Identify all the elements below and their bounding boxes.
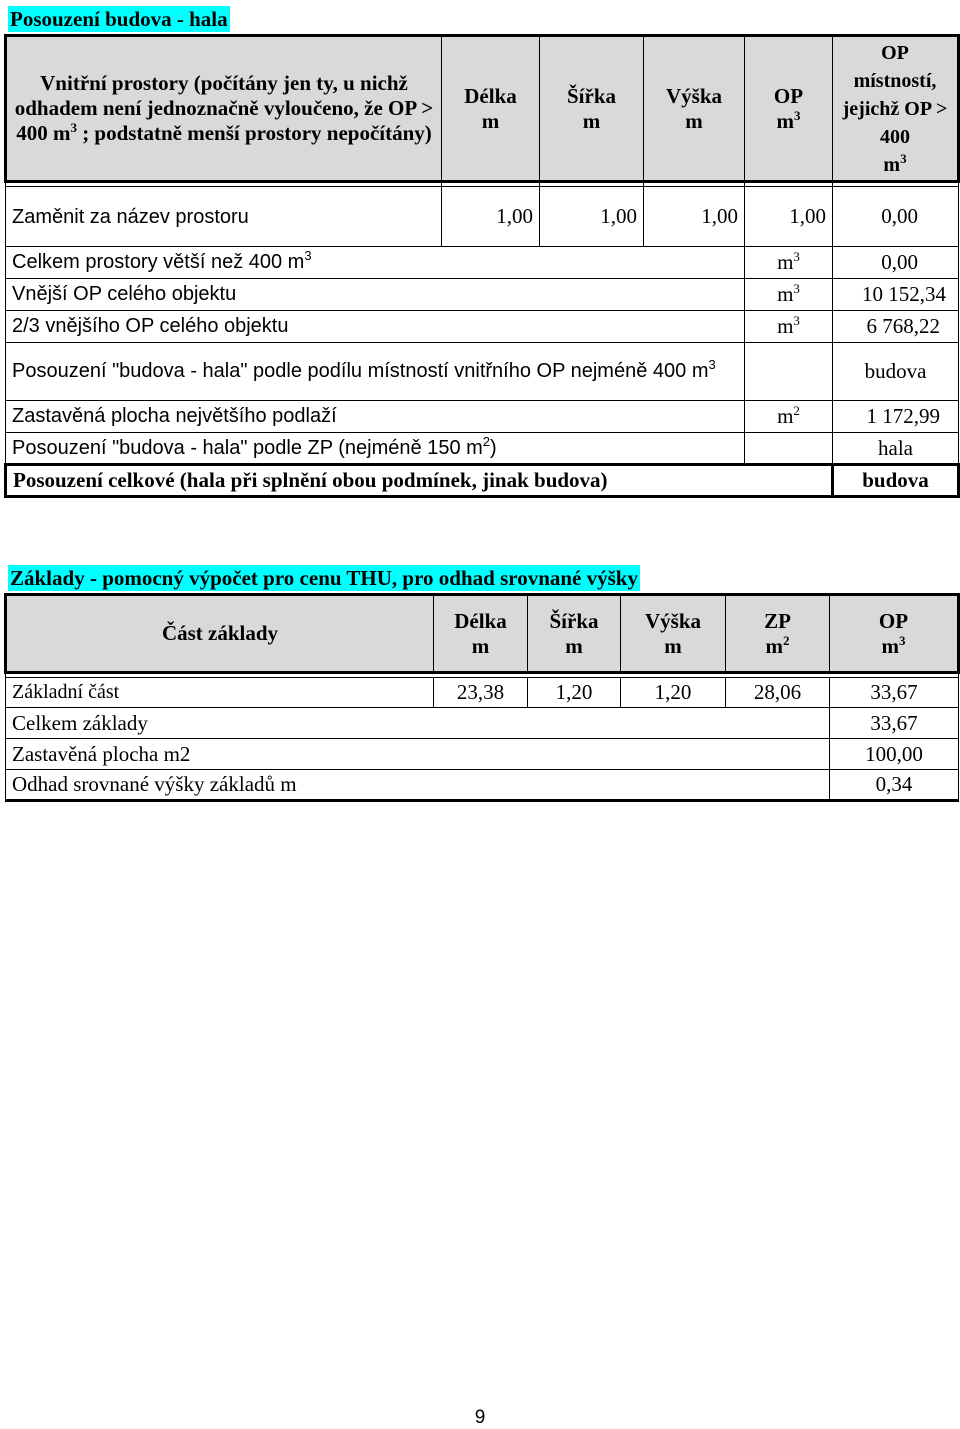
header2-volume-sup: 3 <box>899 632 906 648</box>
assessment-area-text: Posouzení "budova - hala" podle ZP (nejméně 150 m <box>12 436 483 459</box>
two-thirds-unit-text: m <box>777 314 794 338</box>
header2-length-unit: m <box>471 633 490 658</box>
outer-volume-label: Vnější OP celého objektu <box>6 279 745 311</box>
base-part-width: 1,20 <box>528 678 621 708</box>
table-row-two-thirds <box>6 311 959 343</box>
room-width: 1,00 <box>540 187 644 247</box>
table-row-total-foundations <box>6 708 959 739</box>
header-width-unit: m <box>582 108 601 133</box>
two-thirds-unit <box>745 311 833 343</box>
assessment-area-value: hala <box>833 433 959 465</box>
header2-volume-unit: m <box>881 633 899 658</box>
header-volume-sup: 3 <box>794 107 801 123</box>
header-room-description <box>6 36 442 182</box>
header2-area-sup: 2 <box>783 632 790 648</box>
base-part-length: 23,38 <box>434 678 528 708</box>
built-area-label: Zastavěná plocha největšího podlaží <box>6 401 745 433</box>
table2-header-row <box>6 595 959 673</box>
overall-value: budova <box>833 465 959 497</box>
header-desc-text: Vnitřní prostory (počítány jen ty, u nichž odhadem není jednoznačně vyloučeno, že OP > 400 m <box>14 71 434 145</box>
total-foundations-label: Celkem základy <box>6 708 830 739</box>
built-area-value: 1 172,99 <box>833 401 959 433</box>
assessment-volume-text: Posouzení "budova - hala" podle podílu místností vnitřního OP nejméně 400 m <box>12 360 709 382</box>
header2-area-unit: m <box>765 633 783 658</box>
total-large-text: Celkem prostory větší než 400 m <box>12 251 305 273</box>
header-height-unit: m <box>685 108 703 133</box>
header-part: Část základy <box>6 595 434 673</box>
table1-header-row <box>6 36 959 182</box>
table-row-height-estimate <box>6 770 959 801</box>
total-foundations-value: 33,67 <box>830 708 959 739</box>
two-thirds-label: 2/3 vnějšího OP celého objektu <box>6 311 745 343</box>
built-area-m2-label: Zastavěná plocha m2 <box>6 739 830 770</box>
header2-length-label: Délka <box>454 608 507 633</box>
total-large-unit <box>745 247 833 279</box>
base-part-label: Základní část <box>6 678 434 708</box>
header-length-label: Délka <box>464 83 517 108</box>
height-estimate-value: 0,34 <box>830 770 959 801</box>
header2-area-label: ZP <box>764 608 791 633</box>
header-desc-tail: ; podstatně menší prostory nepočítány) <box>76 121 432 145</box>
assessment-area-tail: ) <box>490 436 497 459</box>
page-number: 9 <box>474 1407 486 1428</box>
table-row-assessment-volume <box>6 343 959 401</box>
room-volume: 1,00 <box>745 187 833 247</box>
header-width <box>540 36 644 182</box>
header-large-rooms-label: OP místností, jejichž OP > 400 <box>842 41 948 148</box>
assessment-area-sup: 2 <box>482 433 491 449</box>
total-large-unit-sup: 3 <box>793 249 800 264</box>
assessment-area-label <box>6 433 745 465</box>
header2-width <box>528 595 621 673</box>
assessment-volume-label <box>6 343 745 401</box>
header2-height-label: Výška <box>644 608 702 633</box>
total-large-value: 0,00 <box>833 247 959 279</box>
room-height: 1,00 <box>644 187 745 247</box>
table-row-assessment-area <box>6 433 959 465</box>
base-part-height: 1,20 <box>621 678 726 708</box>
total-large-unit-text: m <box>777 250 794 274</box>
header-volume-label: OP <box>773 83 804 108</box>
section2-title: Základy - pomocný výpočet pro cenu THU, pro odhad srovnané výšky <box>10 566 638 590</box>
foundations-table <box>4 593 960 802</box>
table-row-overall <box>6 465 959 497</box>
header-height <box>644 36 745 182</box>
base-part-area: 28,06 <box>726 678 830 708</box>
header-volume <box>745 36 833 182</box>
assessment-volume-unit <box>745 343 833 401</box>
total-large-sup: 3 <box>304 248 312 263</box>
table-row-built-area-m2 <box>6 739 959 770</box>
header-length <box>442 36 540 182</box>
height-estimate-label: Odhad srovnané výšky základů m <box>6 770 830 801</box>
header2-width-label: Šířka <box>549 608 599 633</box>
header-width-label: Šířka <box>566 83 616 108</box>
two-thirds-value: 6 768,22 <box>833 311 959 343</box>
outer-volume-value: 10 152,34 <box>833 279 959 311</box>
assessment-area-unit <box>745 433 833 465</box>
table-row-room <box>6 187 959 247</box>
header-volume-unit: m <box>776 108 794 133</box>
header2-volume-label: OP <box>878 608 909 633</box>
built-area-m2-value: 100,00 <box>830 739 959 770</box>
assessment-volume-sup: 3 <box>708 357 716 372</box>
header-large-rooms-unit: m <box>883 153 901 176</box>
table-row-base-part <box>6 678 959 708</box>
header2-area <box>726 595 830 673</box>
assessment-volume-value: budova <box>833 343 959 401</box>
two-thirds-unit-sup: 3 <box>793 313 800 328</box>
outer-volume-unit-sup: 3 <box>793 281 800 296</box>
header2-width-unit: m <box>565 633 583 658</box>
header2-height <box>621 595 726 673</box>
header2-volume <box>830 595 959 673</box>
room-length: 1,00 <box>442 187 540 247</box>
total-large-label <box>6 247 745 279</box>
overall-label: Posouzení celkové (hala při splnění obou podmínek, jinak budova) <box>6 465 833 497</box>
room-name: Zaměnit za název prostoru <box>6 187 442 247</box>
section1-title: Posouzení budova - hala <box>10 7 228 31</box>
outer-volume-unit-text: m <box>777 282 794 306</box>
header-desc-sup: 3 <box>70 120 77 135</box>
outer-volume-unit <box>745 279 833 311</box>
table-row-outer-volume <box>6 279 959 311</box>
header2-height-unit: m <box>664 633 682 658</box>
header-height-label: Výška <box>665 83 723 108</box>
table-row-built-area <box>6 401 959 433</box>
base-part-volume: 33,67 <box>830 678 959 708</box>
header-length-unit: m <box>481 108 500 133</box>
room-large-volume: 0,00 <box>833 187 959 247</box>
building-assessment-table <box>4 34 960 498</box>
header2-length <box>434 595 528 673</box>
table-row-total-large <box>6 247 959 279</box>
header-large-rooms-sup: 3 <box>900 150 907 166</box>
built-area-unit <box>745 401 833 433</box>
header-large-rooms-volume <box>833 36 959 182</box>
built-area-unit-sup: 2 <box>793 403 800 418</box>
built-area-unit-text: m <box>777 404 794 428</box>
